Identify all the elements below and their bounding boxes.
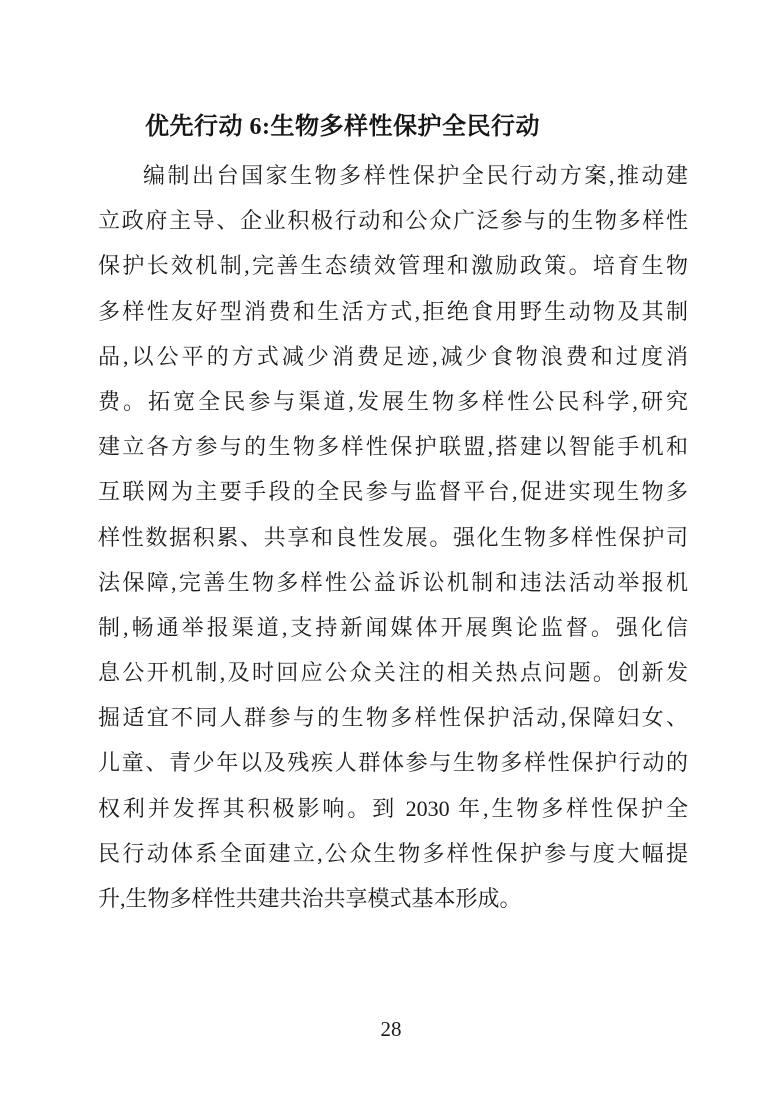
text-line: 立政府主导、企业积极行动和公众广泛参与的生物多样性 bbox=[98, 208, 688, 234]
text-line: 建立各方参与的生物多样性保护联盟,搭建以智能手机和 bbox=[98, 434, 688, 460]
text-line: 保护长效机制,完善生态绩效管理和激励政策。培育生物 bbox=[98, 253, 688, 279]
text-line: 掘适宜不同人群参与的生物多样性保护活动,保障妇女、 bbox=[98, 705, 688, 731]
text-line: 权利并发挥其积极影响。到 2030 年,生物多样性保护全 bbox=[98, 795, 688, 821]
text-line: 制,畅通举报渠道,支持新闻媒体开展舆论监督。强化信 bbox=[98, 614, 688, 640]
text-line: 息公开机制,及时回应公众关注的相关热点问题。创新发 bbox=[98, 660, 688, 686]
text-line: 民行动体系全面建立,公众生物多样性保护参与度大幅提 bbox=[98, 840, 688, 866]
page-number: 28 bbox=[380, 1017, 402, 1041]
paragraph bbox=[98, 153, 688, 921]
section-heading: 优先行动 6:生物多样性保护全民行动 bbox=[145, 114, 540, 140]
text-line: 品,以公平的方式减少消费足迹,减少食物浪费和过度消 bbox=[98, 343, 688, 369]
text-line: 儿童、青少年以及残疾人群体参与生物多样性保护行动的 bbox=[98, 750, 688, 776]
text-line: 费。拓宽全民参与渠道,发展生物多样性公民科学,研究 bbox=[98, 388, 688, 414]
text-line: 升,生物多样性共建共治共享模式基本形成。 bbox=[98, 886, 522, 911]
text-line: 多样性友好型消费和生活方式,拒绝食用野生动物及其制 bbox=[98, 298, 688, 324]
text-line: 法保障,完善生物多样性公益诉讼机制和违法活动举报机 bbox=[98, 569, 688, 595]
text-line: 样性数据积累、共享和良性发展。强化生物多样性保护司 bbox=[98, 524, 688, 550]
text-line: 互联网为主要手段的全民参与监督平台,促进实现生物多 bbox=[98, 479, 688, 505]
text-line: 编制出台国家生物多样性保护全民行动方案,推动建 bbox=[143, 163, 688, 188]
